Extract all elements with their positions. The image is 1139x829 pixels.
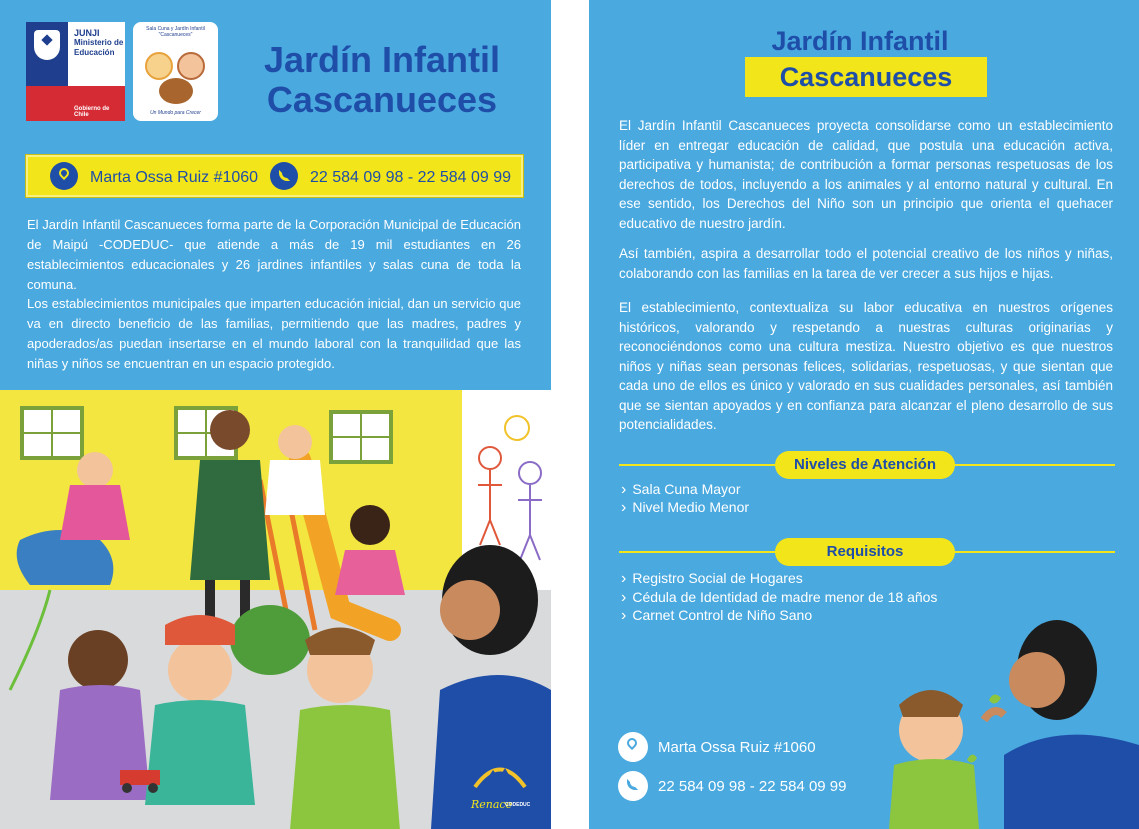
location-pin-icon <box>618 732 648 762</box>
address-text: Marta Ossa Ruiz #1060 <box>90 169 259 186</box>
requisitos-heading: Requisitos <box>775 538 955 566</box>
services-paragraph: Los establecimientos municipales que imparten educación inicial, dan un servicio que va en directo beneficio de las familias, permitiendo que las madres, padres y apoderados/as puedan insertarse en el mundo laboral con la tranquilidad que las niñas y niños se encuentran en un espacio protegido. <box>27 296 521 371</box>
page-title <box>232 40 532 120</box>
intro-paragraph: El Jardín Infantil Cascanueces forma parte de la Corporación Municipal de Educación de Maipú -CODEDUC- que atiende a más de 19 mil estudiantes en 26 establecimientos educacionales y 26 jardines infantiles y salas cuna de toda la comuna. <box>27 217 521 292</box>
chile-crest-icon <box>34 30 60 60</box>
right-brochure-panel <box>589 0 1139 829</box>
right-title: Jardín Infantil <box>771 26 949 56</box>
niveles-item-2: › Nivel Medio Menor <box>621 499 749 517</box>
maipu-logo-org: CODEDUC <box>505 802 531 808</box>
niveles-item-1: › Sala Cuna Mayor <box>621 481 741 499</box>
location-pin-icon <box>50 162 78 190</box>
footer-address-text: Marta Ossa Ruiz #1060 <box>658 739 816 756</box>
left-brochure-panel <box>0 0 551 829</box>
nut-icon <box>159 78 193 104</box>
phone-icon <box>618 771 648 801</box>
context-paragraph: El establecimiento, contextualiza su labor educativa en nuestros orígenes históricos, valorando y respetando a nuestras culturas originarias y reconociéndonos como una cultura mestiza. Nuestro objetivo es que nuestros niños y niñas sean personas felices, solidarias, respetuosas, y que sientan que cada uno de ellos es único y valorado en sus cualidades personales, así también que se sientan apoyados y en confianza para alcanzar el pleno desarrollo de sus potencialidades. <box>619 300 1113 432</box>
phone-icon <box>270 162 298 190</box>
requisitos-item-3: › Carnet Control de Niño Sano <box>621 607 812 625</box>
vision-paragraph: El Jardín Infantil Cascanueces proyecta consolidarse como un establecimiento líder en entregar educación de calidad, que postula una educación activa, participativa y humanista; de contribución a formar personas respetuosas de los derechos de todos, incluyendo a los animales y al entorno natural y cultural. En ese sentido, los Derechos del Niño son un principio que orienta el quehacer educativo de nuestro jardín. <box>619 118 1113 231</box>
junji-label: JUNJI <box>74 28 100 38</box>
child-face-icon <box>177 52 205 80</box>
requisitos-item-1: › Registro Social de Hogares <box>621 570 803 588</box>
school-logo-top-text: Sala Cuna y Jardín Infantil "Cascanueces" <box>146 26 205 38</box>
footer-phone-text: 22 584 09 98 - 22 584 09 99 <box>658 778 847 795</box>
niveles-heading: Niveles de Atención <box>775 451 955 479</box>
school-logo <box>133 22 218 121</box>
ministry-label: Ministerio de Educación <box>74 38 124 57</box>
teacher-child-illustration <box>879 615 1139 829</box>
requisitos-item-2: › Cédula de Identidad de madre menor de 18 años <box>621 589 937 607</box>
phone-numbers-text: 22 584 09 98 - 22 584 09 99 <box>310 169 512 186</box>
contact-bar <box>26 155 523 197</box>
maipu-logo-name: MAIPÚ <box>477 782 519 797</box>
maipu-logo-tagline: Renace <box>471 798 513 811</box>
school-logo-tagline: Un Mundo para Crecer <box>150 110 201 116</box>
title-line-1: Jardín Infantil <box>263 39 501 80</box>
title-line-2: Cascanueces <box>266 79 498 120</box>
child-face-icon <box>145 52 173 80</box>
creativity-paragraph: Así también, aspira a desarrollar todo el potencial creativo de los niños y niñas, colaborando con las familias en la tarea de ver crecer a sus hijos e hijas. <box>619 246 1113 281</box>
junji-logo <box>26 22 125 121</box>
maipu-renace-logo <box>465 752 535 822</box>
government-label: Gobierno de Chile <box>74 106 110 118</box>
right-subtitle: Cascanueces <box>745 57 987 97</box>
